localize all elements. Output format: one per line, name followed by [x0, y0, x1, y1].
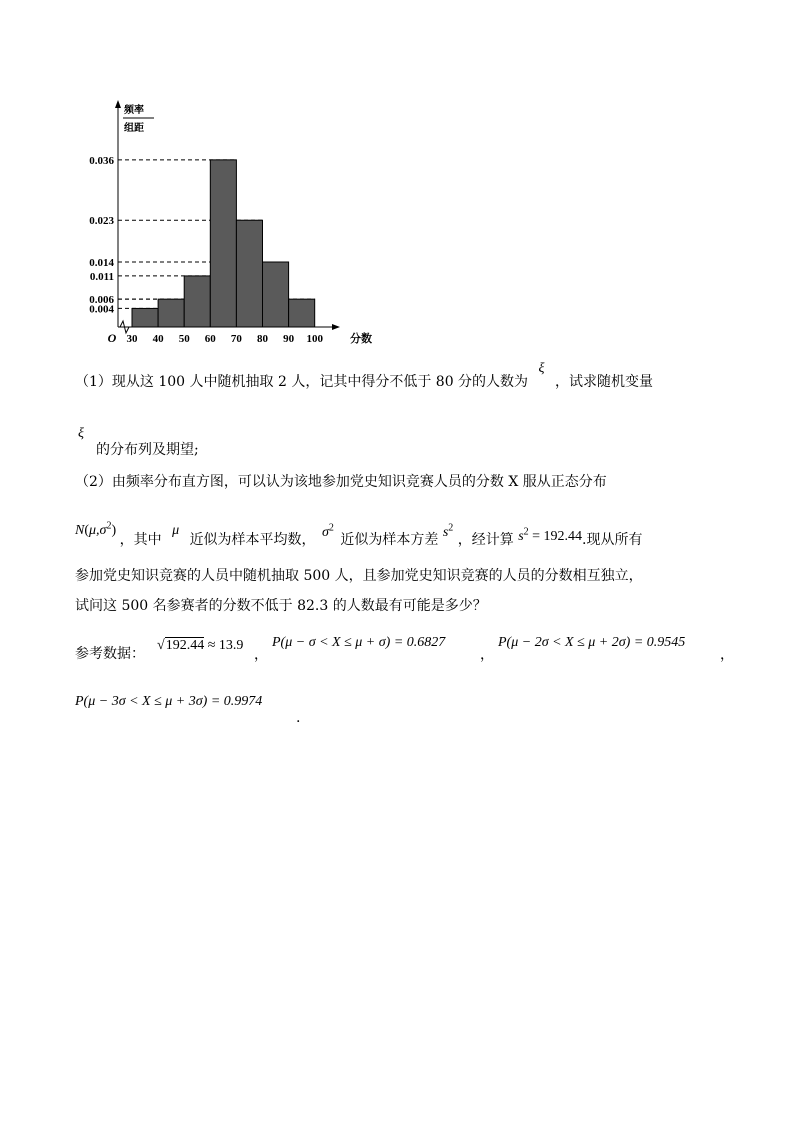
normal-distribution-expr: $N(\mu,\sigma^2)$ — [75, 520, 120, 538]
y-axis-label-numerator: 频率 — [124, 105, 144, 116]
x-tick-label: 70 — [230, 333, 242, 345]
q2-text-3: 近似为样本方差 — [340, 532, 439, 548]
origin-label: O — [107, 331, 117, 345]
q2-line-1: （2）由频率分布直方图，可以认为该地参加党史知识竞赛人员的分数 X 服从正态分布 — [75, 474, 607, 490]
s-symbol: s — [442, 525, 449, 540]
histogram-bar — [263, 262, 289, 327]
x-tick-label: 60 — [204, 333, 216, 345]
ref-period: . — [296, 710, 301, 726]
s-sup: 2 — [448, 522, 454, 534]
q2-line-2 — [75, 520, 643, 551]
x-axis-label: 分数 — [350, 332, 372, 345]
ref-comma-3: ， — [720, 647, 734, 663]
xi-symbol: ξ — [538, 361, 545, 376]
y-tick-label: 0.023 — [89, 215, 114, 228]
probability-three-sigma: P(μ − 3σ < X ≤ μ + 3σ) = 0.9974 — [75, 694, 263, 709]
s2-value: = 192.44 — [528, 529, 583, 544]
y-tick-label: 0.004 — [89, 303, 114, 316]
s2-sup: 2 — [523, 526, 529, 538]
q1-text-a: （1）现从这 100 人中随机抽取 2 人，记其中得分不低于 80 分的人数为 — [75, 374, 529, 390]
ref-comma-1: ， — [254, 647, 268, 663]
x-tick-label: 80 — [257, 333, 268, 345]
x-tick-label: 30 — [126, 333, 138, 345]
histogram-bar — [236, 220, 262, 327]
probability-one-sigma: P(μ − σ < X ≤ μ + σ) = 0.6827 — [272, 635, 446, 650]
normal-args: μ,σ — [89, 523, 107, 538]
x-axis-arrow — [332, 324, 340, 330]
xi-symbol-2: ξ — [78, 426, 84, 441]
frequency-histogram — [70, 95, 390, 350]
normal-N: N — [75, 523, 85, 538]
histogram-bar — [158, 299, 184, 327]
q2-text-5: .现从所有 — [582, 532, 643, 548]
q2-line-4: 参加党史知识竞赛的人员中随机抽取 500 人，且参加党史知识竞赛的人员的分数相互独立， — [75, 568, 643, 584]
q1-line-1 — [75, 361, 653, 393]
y-tick-label: 0.014 — [89, 257, 114, 269]
sqrt-approx: ≈ 13.9 — [204, 638, 244, 653]
s2-symbol: s — [518, 529, 524, 544]
s-squared — [442, 522, 454, 540]
mu-symbol: μ — [172, 523, 180, 538]
sqrt-expression: √192.44 ≈ 13.9 — [157, 638, 244, 653]
normal-sup: 2 — [106, 520, 112, 532]
reference-label: 参考数据： — [75, 646, 145, 662]
s-squared-value — [518, 526, 583, 544]
x-tick-label: 40 — [152, 333, 164, 345]
x-tick-label: 90 — [283, 333, 295, 345]
sqrt-radicand: 192.44 — [165, 638, 205, 653]
q2-text-1: ，其中 — [119, 532, 162, 548]
sigma-sup: 2 — [328, 522, 334, 534]
q2-text-4: ，经计算 — [457, 532, 514, 548]
probability-two-sigma: P(μ − 2σ < X ≤ μ + 2σ) = 0.9545 — [498, 635, 686, 650]
q2-line-5: 试问这 500 名参赛者的分数不低于 82.3 的人数最有可能是多少？ — [75, 598, 487, 614]
y-axis-label-denominator: 组距 — [124, 123, 144, 134]
sigma-squared — [322, 522, 334, 540]
q1-line-2: 的分布列及期望; — [96, 442, 199, 458]
histogram-bar — [289, 299, 315, 327]
histogram-bar — [210, 160, 236, 327]
x-tick-label: 100 — [306, 333, 323, 345]
q1-text-b: ，试求随机变量 — [554, 374, 653, 390]
y-axis-arrow — [115, 100, 121, 108]
sigma-symbol: σ — [322, 525, 329, 540]
q2-text-2: 近似为样本平均数， — [189, 532, 316, 548]
x-tick-label: 50 — [178, 333, 190, 345]
y-tick-label: 0.036 — [89, 154, 114, 167]
histogram-bar — [132, 308, 158, 327]
histogram-bar — [184, 276, 210, 327]
y-tick-label: 0.006 — [89, 294, 114, 307]
ref-comma-2: ， — [480, 647, 494, 663]
y-tick-label: 0.011 — [89, 270, 114, 283]
